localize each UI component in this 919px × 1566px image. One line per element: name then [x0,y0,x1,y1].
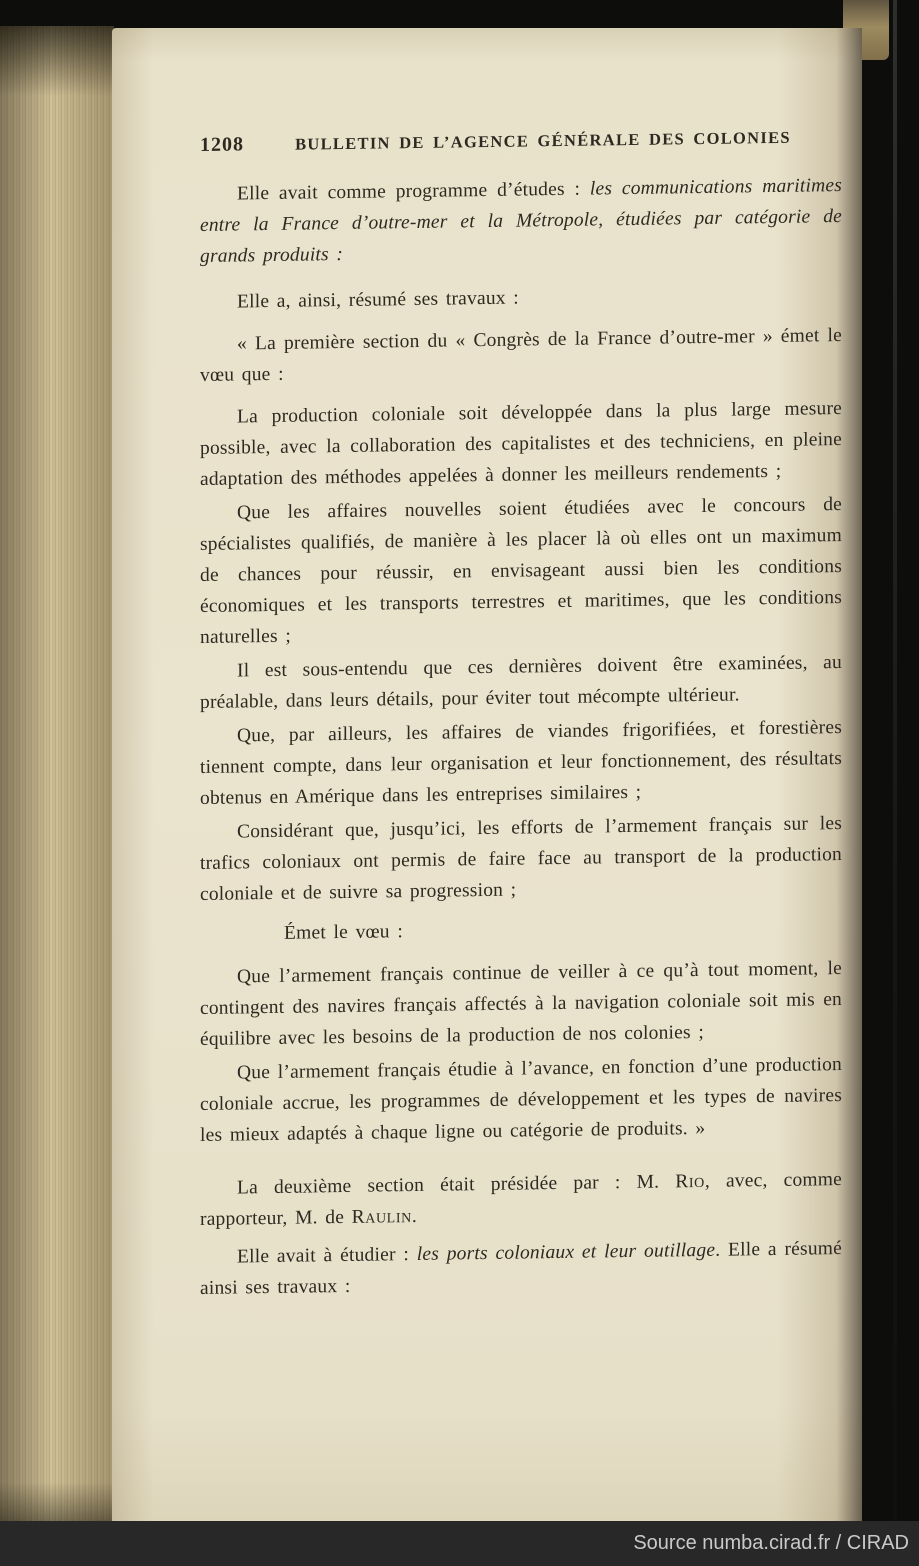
source-credit-bar [0,1521,919,1566]
book-page [112,28,862,1522]
paragraph-considerant [200,808,842,910]
paragraph-armement-etudie [200,1049,842,1151]
text-run: Que les affaires nouvelles soient étudiées avec le concours de spécialistes qualifiés, de manière à les placer là où elles ont un maximum de chances pour réussir, en envisageant aussi bien les conditions économiques et les transports terrestres et maritimes, que les conditions naturelles ; [200,494,842,648]
text-run-italic: les communications maritimes entre la France d’outre-mer et la Métropole, étudiées par catégorie de grands produits : [200,175,843,267]
text-run: Elle avait à étudier : [237,1243,417,1268]
text-run: Que, par ailleurs, les affaires de viandes frigorifiées, et forestières tiennent compte, dans leur organisation et leur fonctionnement, des résultats obtenus en Amérique dans les entreprises similaires ; [200,717,842,809]
paragraph-sous-entendu [200,647,842,718]
text-run: , avec, comme rapporteur, M. de [200,1169,842,1230]
text-run-italic: les ports coloniaux et leur outillage [416,1239,716,1265]
source-credit: Source numba.cirad.fr / CIRAD [633,1532,909,1554]
paragraph-emet-le-voeu [200,910,842,950]
book-page-edges [0,26,114,1522]
paragraph-deuxieme-section [200,1164,842,1235]
paragraph-resume-travaux [200,278,842,318]
text-run: . [411,1205,417,1228]
paragraph-armement-veiller [200,953,842,1055]
text-run: Considérant que, jusqu’ici, les efforts de l’armement français sur les trafics coloniaux ont permis de faire face au transport de la production coloniale et de suivre sa progression ; [200,813,842,905]
text-run: . Elle a résumé ainsi ses travaux : [200,1238,842,1299]
paragraph-viandes-frigorifiees [200,712,842,814]
text-run-smallcaps: Raulin [351,1206,412,1228]
paragraph-premiere-section [200,320,842,391]
text-run: Que l’armement français continue de veiller à ce qu’à tout moment, le contingent des navires français affectés à la navigation coloniale soit mis en équilibre avec les besoins de la production de nos colonies ; [200,958,842,1050]
page-header [200,121,842,161]
paragraph-affaires-nouvelles [200,489,842,653]
text-run: Elle avait comme programme d’études : [237,178,590,205]
text-run: Il est sous-entendu que ces dernières doivent être examinées, au préalable, dans leurs détails, pour éviter tout mécompte ultérieur. [200,652,842,713]
text-run: La production coloniale soit développée dans la plus large mesure possible, avec la collaboration des capitalistes et des techniciens, en pleine adaptation des méthodes appelées à donner les meilleurs rendements ; [200,398,842,490]
book-spine-edge [893,0,897,1566]
paragraph-production-coloniale [200,393,842,495]
text-run-smallcaps: Rio [675,1170,705,1193]
page-number: 1208 [200,133,244,156]
text-run: Émet le vœu : [284,921,403,944]
text-run: La deuxième section était présidée par : M. [237,1171,676,1199]
page-text-block [200,121,842,1307]
paragraph-ports-coloniaux [200,1233,842,1304]
running-title: BULLETIN DE L’AGENCE GÉNÉRALE DES COLONIES [295,127,791,154]
text-run: Elle a, ainsi, résumé ses travaux : [237,287,519,313]
text-run: Que l’armement français étudie à l’avance, en fonction d’une production coloniale accrue, les programmes de développement et les types de navires les mieux adaptés à chaque ligne ou catégorie de produits. » [200,1054,842,1146]
text-run: « La première section du « Congrès de la France d’outre-mer » émet le vœu que : [200,325,842,386]
paragraph-programme [200,170,842,272]
